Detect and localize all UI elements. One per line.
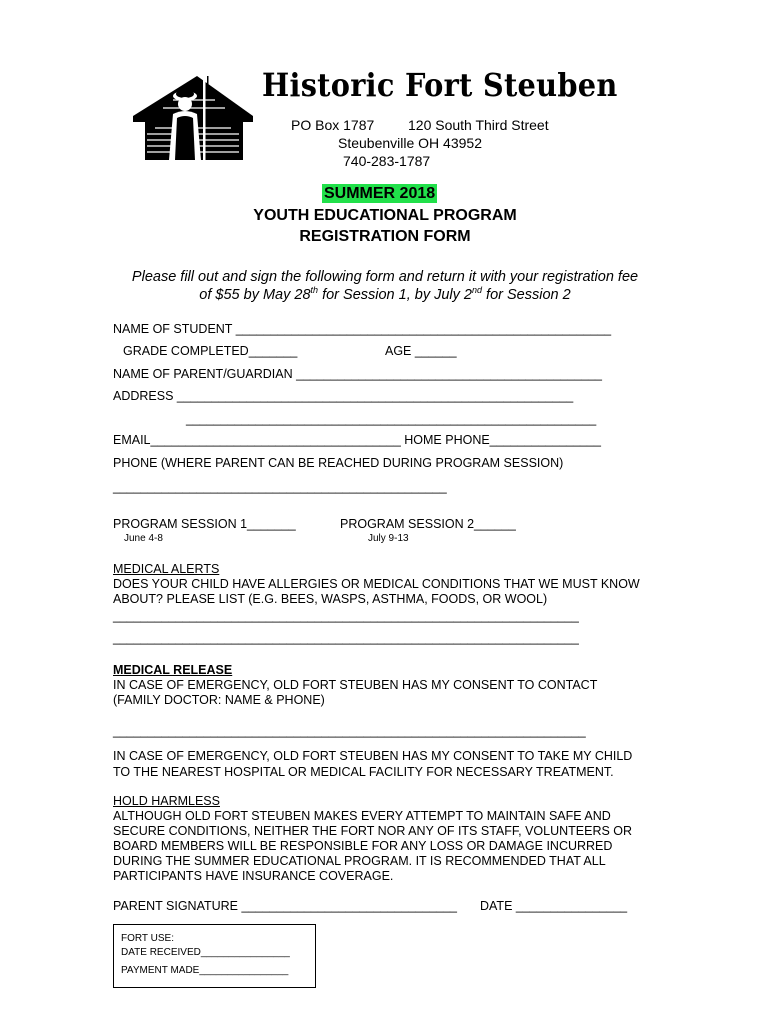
medical-alerts-line1[interactable]: ___________________________________________________________________ <box>113 609 579 623</box>
medical-release-p1-line2: (FAMILY DOCTOR: NAME & PHONE) <box>113 693 325 707</box>
session2-field[interactable]: PROGRAM SESSION 2______ <box>340 517 516 531</box>
instructions-part-a: of $55 by May 28 <box>199 287 311 303</box>
hold-harmless-line2: SECURE CONDITIONS, NEITHER THE FORT NOR ANY OF ITS STAFF, VOLUNTEERS OR <box>113 824 633 838</box>
instructions-sup-b: nd <box>472 285 483 296</box>
medical-release-p2-line1: IN CASE OF EMERGENCY, OLD FORT STEUBEN HAS MY CONSENT TO TAKE MY CHILD <box>113 749 633 763</box>
fort-soldier-logo-icon <box>133 74 253 160</box>
age-field[interactable]: AGE ______ <box>385 344 457 358</box>
session1-dates: June 4-8 <box>124 533 163 544</box>
instructions-sup-a: th <box>310 285 319 296</box>
hold-harmless-line3: BOARD MEMBERS WILL BE RESPONSIBLE FOR ANY LOSS OR DAMAGE INCURRED <box>113 839 613 853</box>
org-name: Historic Fort Steuben <box>262 66 618 104</box>
reach-phone-label: PHONE (WHERE PARENT CAN BE REACHED DURING PROGRAM SESSION) <box>113 456 564 470</box>
date-received-field[interactable]: DATE RECEIVED________________ <box>121 947 290 958</box>
signature-date-field[interactable]: DATE ________________ <box>480 899 628 913</box>
medical-release-p1-line1: IN CASE OF EMERGENCY, OLD FORT STEUBEN HAS MY CONSENT TO CONTACT <box>113 678 598 692</box>
grade-completed-field[interactable]: GRADE COMPLETED_______ <box>123 344 298 358</box>
instructions-line1: Please fill out and sign the following form and return it with your registration fee <box>131 269 639 285</box>
family-doctor-field[interactable]: ____________________________________________________________________ <box>113 724 586 738</box>
medical-alerts-title: MEDICAL ALERTS <box>113 562 220 576</box>
instructions-part-c: for Session 2 <box>482 287 571 303</box>
email-phone-field[interactable]: EMAIL____________________________________ HOME PHONE________________ <box>113 433 601 447</box>
session2-dates: July 9-13 <box>368 533 409 544</box>
hold-harmless-line1: ALTHOUGH OLD FORT STEUBEN MAKES EVERY ATTEMPT TO MAINTAIN SAFE AND <box>113 809 611 823</box>
org-phone: 740-283-1787 <box>343 153 431 169</box>
student-name-field[interactable]: NAME OF STUDENT ______________________________________________________ <box>113 322 612 336</box>
payment-made-field[interactable]: PAYMENT MADE________________ <box>121 965 289 976</box>
medical-release-title: MEDICAL RELEASE <box>113 663 233 677</box>
session1-field[interactable]: PROGRAM SESSION 1_______ <box>113 517 296 531</box>
medical-release-p2-line2: TO THE NEAREST HOSPITAL OR MEDICAL FACILITY FOR NECESSARY TREATMENT. <box>113 765 614 779</box>
address-field[interactable]: ADDRESS _________________________________________________________ <box>113 389 574 403</box>
fort-use-title: FORT USE: <box>121 933 174 944</box>
parent-signature-field[interactable]: PARENT SIGNATURE _______________________________ <box>113 899 458 913</box>
hold-harmless-line5: PARTICIPANTS HAVE INSURANCE COVERAGE. <box>113 869 394 883</box>
form-title-line2: REGISTRATION FORM <box>299 228 471 245</box>
instructions-part-b: for Session 1, by July 2 <box>318 287 472 303</box>
medical-alerts-line2[interactable]: ___________________________________________________________________ <box>113 631 579 645</box>
medical-alerts-question1: DOES YOUR CHILD HAVE ALLERGIES OR MEDICAL CONDITIONS THAT WE MUST KNOW <box>113 577 640 591</box>
reach-phone-field[interactable]: ________________________________________________ <box>113 480 447 494</box>
hold-harmless-line4: DURING THE SUMMER EDUCATIONAL PROGRAM. IT IS RECOMMENDED THAT ALL <box>113 854 606 868</box>
instructions-line2 <box>0 287 770 303</box>
medical-alerts-question2: ABOUT? PLEASE LIST (E.G. BEES, WASPS, ASTHMA, FOODS, OR WOOL) <box>113 592 548 606</box>
address-line2-field[interactable]: ___________________________________________________________ <box>186 412 597 426</box>
fort-use-box <box>113 924 316 988</box>
form-title-line1: YOUTH EDUCATIONAL PROGRAM <box>253 207 517 224</box>
season-badge: SUMMER 2018 <box>324 185 436 202</box>
street-address: 120 South Third Street <box>408 117 549 133</box>
hold-harmless-title: HOLD HARMLESS <box>113 794 220 808</box>
po-box: PO Box 1787 <box>291 117 375 133</box>
parent-name-field[interactable]: NAME OF PARENT/GUARDIAN ____________________________________________ <box>113 367 603 381</box>
city-state-zip: Steubenville OH 43952 <box>338 135 482 151</box>
